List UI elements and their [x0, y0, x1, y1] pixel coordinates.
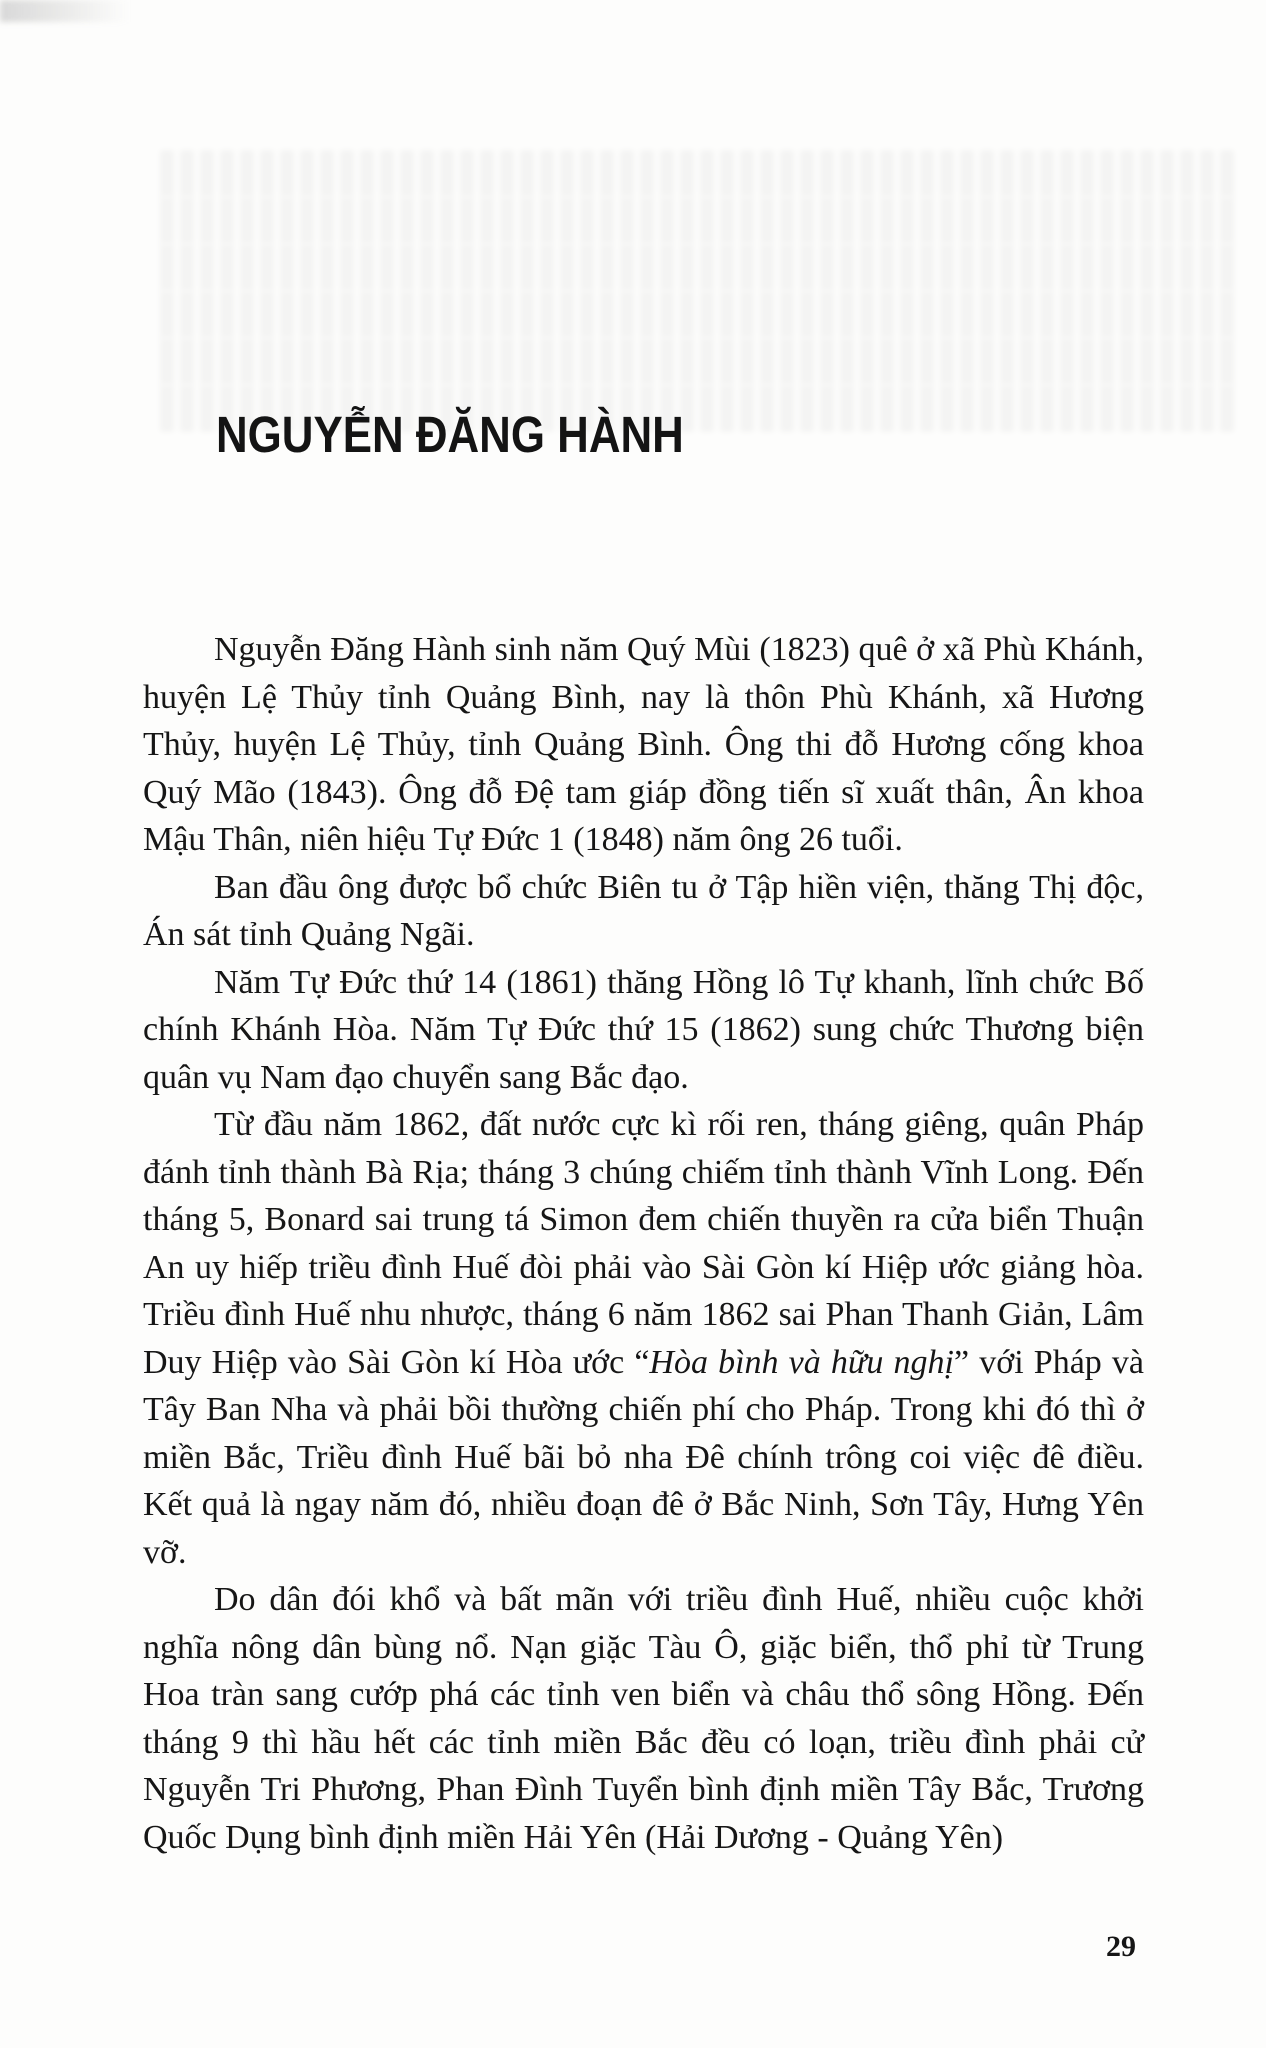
paragraph-4-text-after: ” với Pháp và Tây Ban Nha và phải bồi thường chiến phí cho Pháp. Trong khi đó thì ở miền Bắc, Triều đình Huế bãi bỏ nha Đê chính trông coi việc đê điều. Kết quả là ngay năm đó, nhiều đoạn đê ở Bắc Ninh, Sơn Tây, Hưng Yên vỡ.	[143, 1343, 1144, 1571]
paragraph-1: Nguyễn Đăng Hành sinh năm Quý Mùi (1823) quê ở xã Phù Khánh, huyện Lệ Thủy tỉnh Quảng Bình, nay là thôn Phù Khánh, xã Hương Thủy, huyện Lệ Thủy, tỉnh Quảng Bình. Ông thi đỗ Hương cống khoa Quý Mão (1843). Ông đỗ Đệ tam giáp đồng tiến sĩ xuất thân, Ân khoa Mậu Thân, niên hiệu Tự Đức 1 (1848) năm ông 26 tuổi.	[143, 631, 1144, 858]
paragraph-3: Năm Tự Đức thứ 14 (1861) thăng Hồng lô Tự khanh, lĩnh chức Bố chính Khánh Hòa. Năm Tự Đức thứ 15 (1862) sung chức Thương biện quân vụ Nam đạo chuyển sang Bắc đạo.	[143, 963, 1144, 1096]
paragraph-2: Ban đầu ông được bổ chức Biên tu ở Tập hiền viện, thăng Thị độc, Án sát tỉnh Quảng Ngãi.	[143, 868, 1144, 953]
scan-corner-smudge	[0, 0, 130, 22]
body-text	[143, 626, 1144, 1861]
paragraph-4	[143, 1101, 1144, 1576]
paragraph-5: Do dân đói khổ và bất mãn với triều đình Huế, nhiều cuộc khởi nghĩa nông dân bùng nổ. Nạn giặc Tàu Ô, giặc biển, thổ phỉ từ Trung Hoa tràn sang cướp phá các tỉnh ven biển và châu thổ sông Hồng. Đến tháng 9 thì hầu hết các tỉnh miền Bắc đều có loạn, triều đình phải cử Nguyễn Tri Phương, Phan Đình Tuyển bình định miền Tây Bắc, Trương Quốc Dụng bình định miền Hải Yên (Hải Dương - Quảng Yên)	[143, 1581, 1144, 1856]
treaty-name-italic: Hòa bình và hữu nghị	[649, 1343, 955, 1381]
chapter-title: NGUYỄN ĐĂNG HÀNH	[216, 406, 684, 463]
paragraph-4-text-before: Từ đầu năm 1862, đất nước cực kì rối ren, tháng giêng, quân Pháp đánh tỉnh thành Bà Rịa; tháng 3 chúng chiếm tỉnh thành Vĩnh Long. Đến tháng 5, Bonard sai trung tá Simon đem chiến thuyền ra cửa biển Thuận An uy hiếp triều đình Huế đòi phải vào Sài Gòn kí Hiệp ước giảng hòa. Triều đình Huế nhu nhược, tháng 6 năm 1862 sai Phan Thanh Giản, Lâm Duy Hiệp vào Sài Gòn kí Hòa ước “	[143, 1106, 1144, 1381]
page-number: 29	[1106, 1930, 1136, 1963]
